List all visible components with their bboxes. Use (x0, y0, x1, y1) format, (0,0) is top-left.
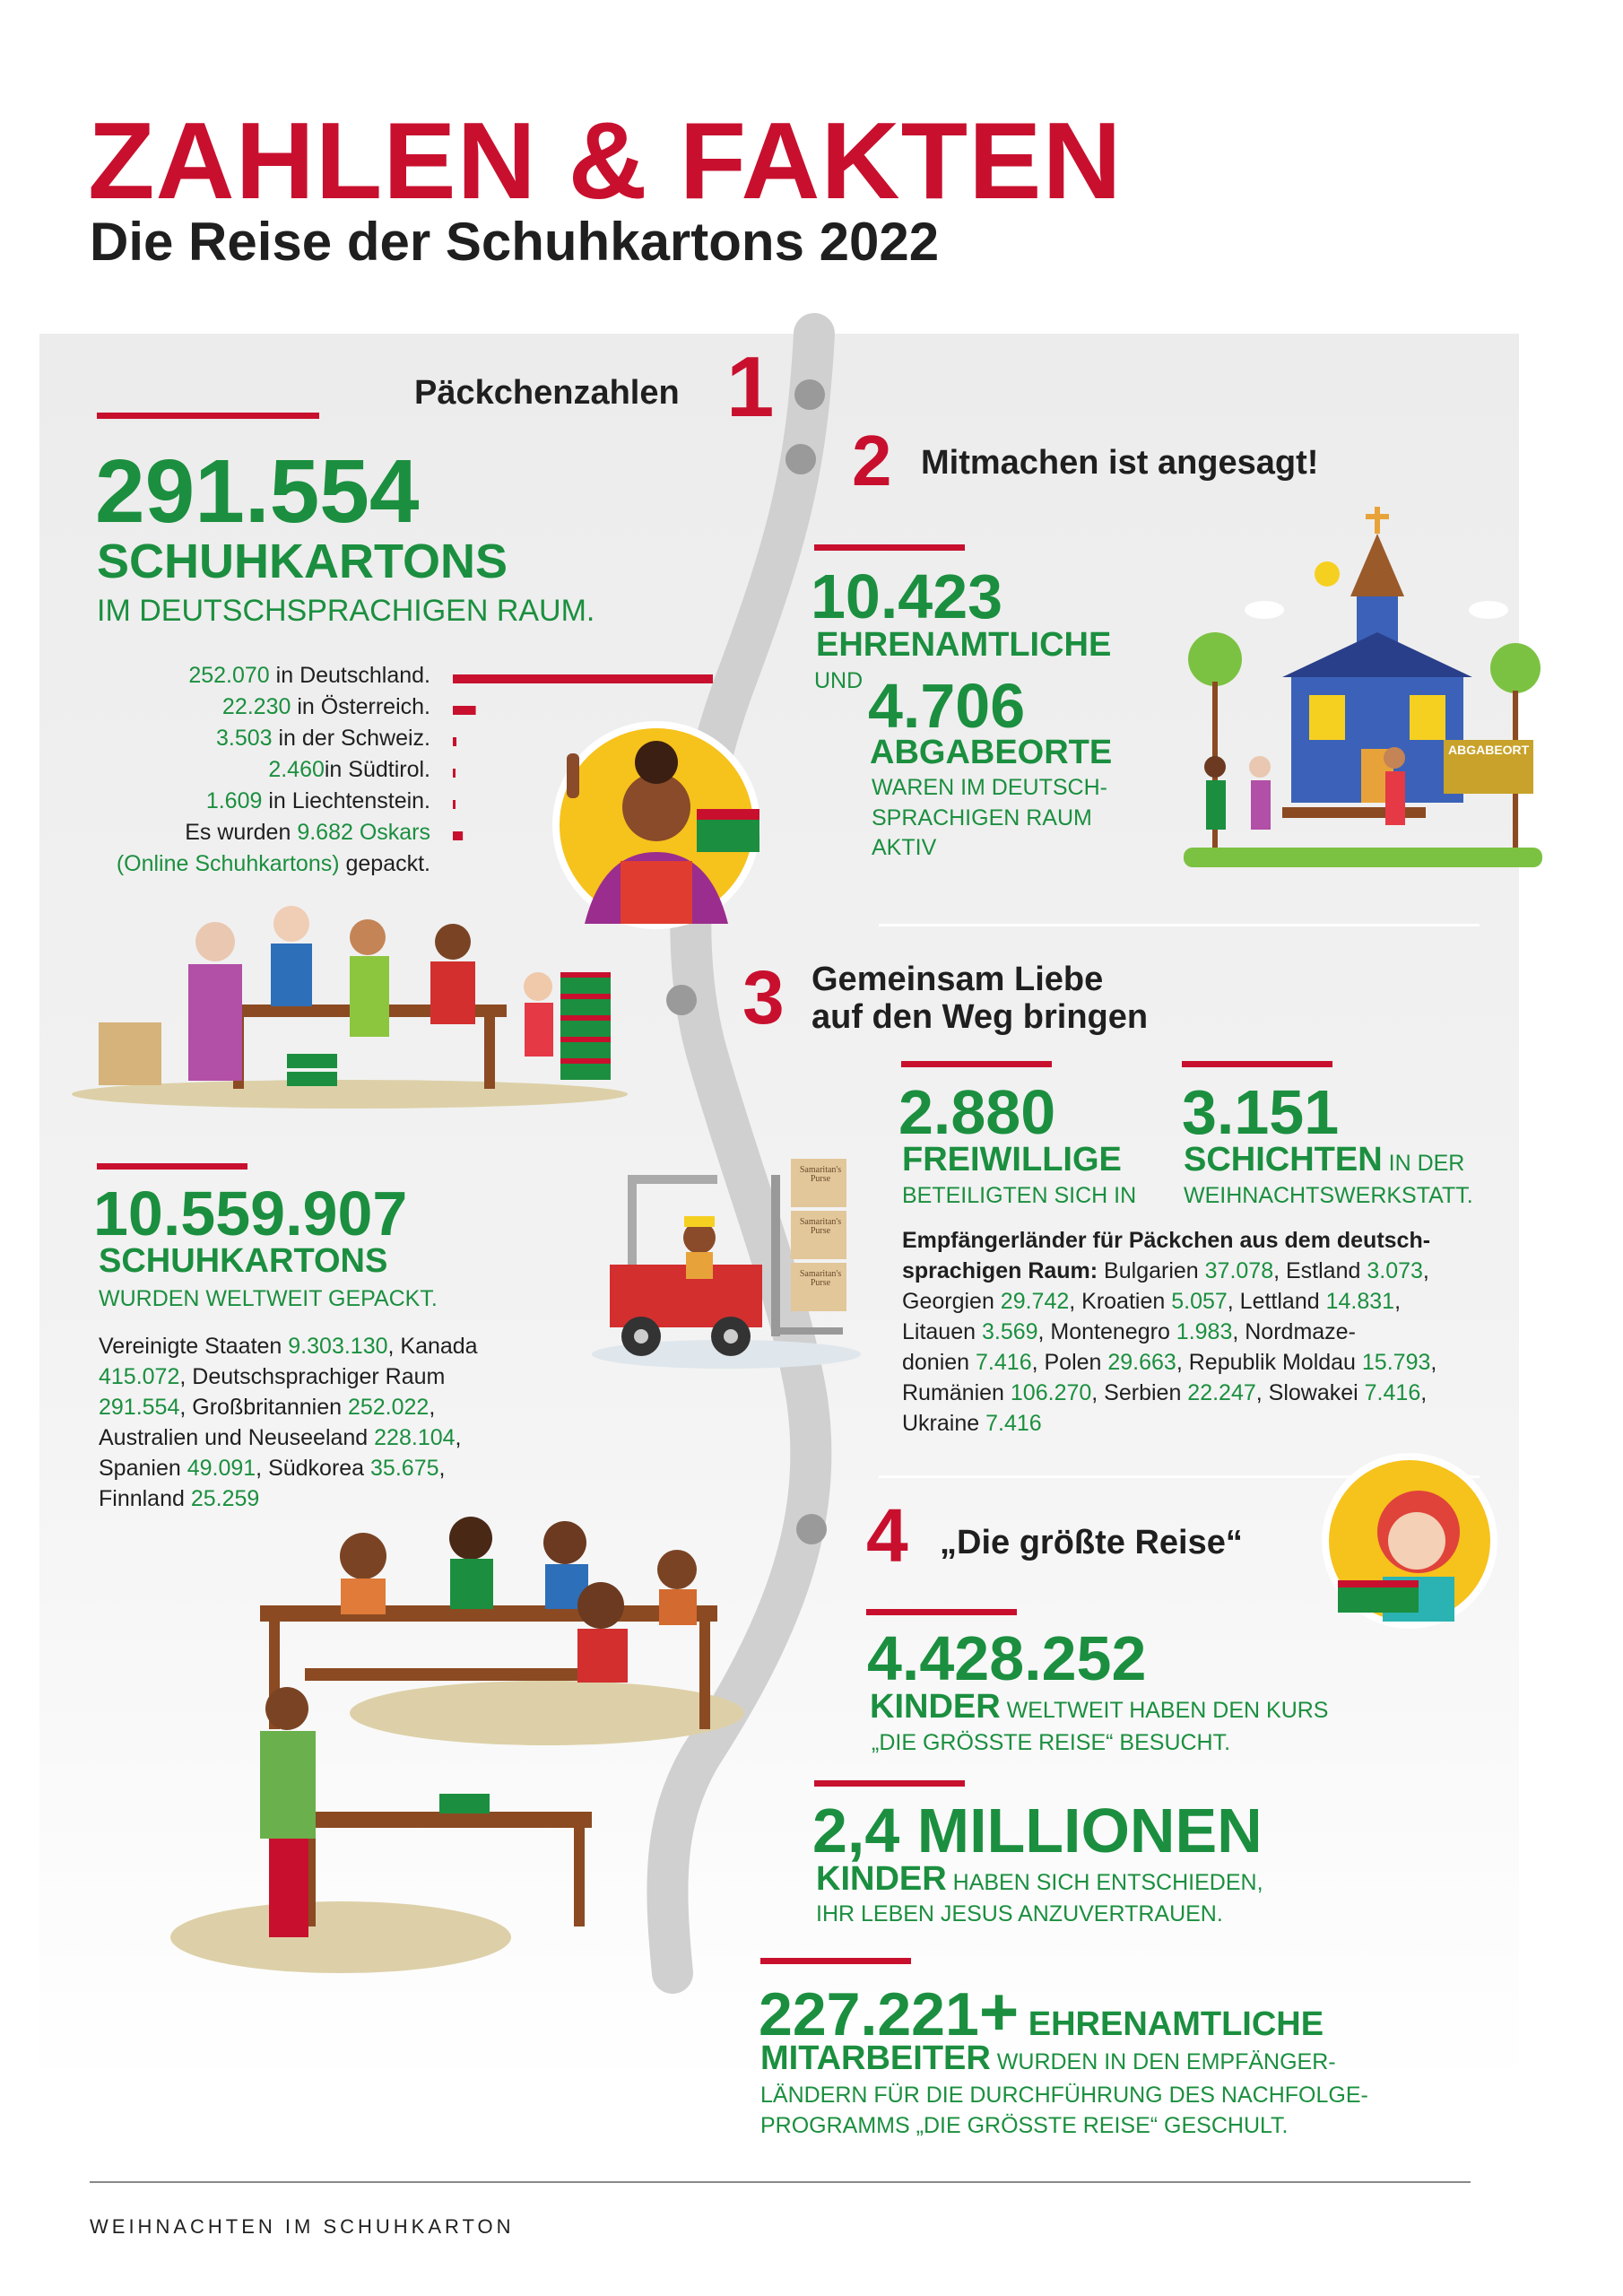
value-number: 252.022 (347, 1395, 430, 1420)
section2-number: 2 (852, 421, 892, 500)
text-segment: , Großbritannien (179, 1395, 348, 1420)
section4-accent-bar-2 (814, 1780, 965, 1787)
text-segment: Bulgarien (1098, 1258, 1205, 1283)
section3-stat2-number: 3.151 (1182, 1077, 1340, 1147)
value-number: 22.247 (1187, 1380, 1256, 1405)
section2-big-number-1: 10.423 (811, 561, 1003, 631)
text-line (902, 1225, 1521, 1256)
section1-number: 1 (726, 339, 775, 435)
value-number: 14.831 (1325, 1289, 1395, 1314)
breakdown-line: 2.460in Südtirol. (268, 757, 430, 782)
breakdown-bar (453, 769, 456, 778)
value-number: 106.270 (1010, 1380, 1092, 1405)
text-segment: , (1430, 1350, 1437, 1375)
text-segment: , Estland (1273, 1258, 1367, 1283)
text-line (99, 1422, 583, 1453)
section2-label-1: EHRENAMTLICHE (816, 626, 1112, 664)
value-number: 7.416 (976, 1350, 1032, 1375)
value-number: 228.104 (374, 1425, 456, 1450)
road-dot (785, 444, 816, 474)
page-subtitle: Die Reise der Schuhkartons 2022 (90, 212, 940, 272)
text-segment: , Südkorea (256, 1456, 371, 1481)
forklift-illustration (592, 1157, 861, 1372)
text-segment: Vereinigte Staaten (99, 1334, 289, 1359)
breakdown-line: (Online Schuhkartons) gepackt. (116, 851, 430, 876)
text-line (902, 1408, 1521, 1439)
value-number: 9.303.130 (288, 1334, 388, 1359)
classroom-illustration (170, 1489, 744, 2009)
text-segment: Georgien (902, 1289, 1001, 1314)
value-number: 3.569 (981, 1319, 1038, 1344)
section2-big-number-2: 4.706 (868, 671, 1026, 741)
text-line (99, 1331, 583, 1361)
value-number: 49.091 (187, 1456, 256, 1481)
breakdown-line: 252.070 in Deutschland. (188, 663, 430, 688)
section2-accent-bar (814, 544, 965, 551)
page-title: ZAHLEN & FAKTEN (88, 100, 1123, 222)
girl-illustration (1320, 1451, 1499, 1631)
section1-label: SCHUHKARTONS (97, 535, 508, 588)
text-line (902, 1317, 1521, 1347)
breakdown-bar (453, 800, 456, 809)
section1-big-number: 291.554 (95, 441, 420, 542)
text-segment: , Republik Moldau (1176, 1350, 1362, 1375)
box-label: Samaritan's Purse (799, 1269, 842, 1288)
value-number: 3.073 (1367, 1258, 1423, 1283)
section1b-accent-bar (97, 1163, 247, 1170)
section1-breakdown (99, 660, 430, 880)
breakdown-line: 1.609 in Liechtenstein. (205, 788, 430, 813)
value-number: 15.793 (1361, 1350, 1431, 1375)
text-segment: , (455, 1425, 462, 1450)
value-number: 37.078 (1204, 1258, 1274, 1283)
breakdown-line: Es wurden 9.682 Oskars (185, 820, 430, 845)
text-segment: , (429, 1395, 436, 1420)
section4-accent-bar-3 (760, 1958, 911, 1964)
value-number: 25.259 (190, 1486, 260, 1511)
section1b-country-list (99, 1331, 583, 1514)
text-segment: , Serbien (1091, 1380, 1188, 1405)
breakdown-bar (453, 674, 713, 683)
text-segment: , Polen (1031, 1350, 1108, 1375)
breakdown-line: 3.503 in der Schweiz. (215, 726, 430, 751)
text-segment: , (1394, 1289, 1402, 1314)
value-number: 5.057 (1171, 1289, 1228, 1314)
text-line (99, 1392, 583, 1422)
section4-accent-bar-1 (866, 1609, 1017, 1615)
value-number: 7.416 (1364, 1380, 1421, 1405)
church-illustration (1175, 498, 1551, 874)
text-segment: , Kroatien (1069, 1289, 1172, 1314)
breakdown-bar (453, 737, 456, 746)
box-label: Samaritan's Purse (799, 1217, 842, 1236)
value-number: 29.663 (1107, 1350, 1176, 1375)
text-segment: , Slowakei (1255, 1380, 1365, 1405)
section1-title: Päckchenzahlen (414, 374, 680, 412)
footer-brand: WEIHNACHTEN IM SCHUHKARTON (90, 2215, 515, 2238)
bold-label: Empfängerländer für Päckchen aus dem deutsch- (902, 1228, 1431, 1253)
section1-accent-bar (97, 413, 319, 419)
text-line (902, 1286, 1521, 1317)
section4-stat3-label: MITARBEITER WURDEN IN DEN EMPFÄNGER- (760, 2039, 1336, 2077)
value-number: 291.554 (99, 1395, 180, 1420)
value-number: 29.742 (1000, 1289, 1070, 1314)
abgabeort-sign-text: ABGABEORT (1448, 743, 1530, 757)
section3-stat1-label: FREIWILLIGE (902, 1141, 1122, 1178)
section4-stat3-sub: LÄNDERN FÜR DIE DURCHFÜHRUNG DES NACHFOLGE- PROGRAMMS „DIE GRÖSSTE REISE“ GESCHULT. (760, 2083, 1368, 2138)
road-dot (666, 985, 697, 1015)
bold-label: sprachigen Raum: (902, 1258, 1098, 1283)
section4-stat2-number: 2,4 MILLIONEN (812, 1796, 1263, 1866)
text-segment: Ukraine (902, 1411, 986, 1436)
footer-divider (90, 2181, 1471, 2183)
breakdown-bar (453, 831, 463, 840)
section3-number: 3 (742, 955, 785, 1039)
section2-und: UND (814, 668, 864, 693)
text-segment: , Lettland (1227, 1289, 1326, 1314)
text-segment: donien (902, 1350, 976, 1375)
text-segment: , (1420, 1380, 1428, 1405)
value-number: 415.072 (99, 1364, 180, 1389)
box-label: Samaritan's Purse (799, 1165, 842, 1184)
text-segment: , (1422, 1258, 1429, 1283)
text-segment: Spanien (99, 1456, 187, 1481)
section4-number: 4 (866, 1493, 908, 1578)
text-line (902, 1256, 1521, 1286)
section1b-big-number: 10.559.907 (93, 1178, 408, 1248)
breakdown-line: 22.230 in Österreich. (221, 694, 430, 719)
text-segment: , Kanada (387, 1334, 478, 1359)
section4-stat1-number: 4.428.252 (867, 1623, 1147, 1693)
text-segment: , Nordmaze- (1232, 1319, 1356, 1344)
section3-accent-bar-2 (1182, 1061, 1332, 1067)
value-number: 7.416 (985, 1411, 1042, 1436)
section1b-label: SCHUHKARTONS (99, 1242, 388, 1280)
text-line (99, 1453, 583, 1483)
section4-stat1-sub: „DIE GRÖSSTE REISE“ BESUCHT. (872, 1730, 1231, 1755)
section3-stat1-sub: BETEILIGTEN SICH IN (902, 1183, 1137, 1208)
section3-stat1-number: 2.880 (898, 1077, 1056, 1147)
section4-title: „Die größte Reise“ (940, 1524, 1243, 1561)
section3-title: Gemeinsam Liebe auf den Weg bringen (812, 961, 1149, 1036)
section2-label-2: ABGABEORTE (870, 734, 1113, 771)
section4-stat1-label: KINDER WELTWEIT HABEN DEN KURS (870, 1688, 1329, 1726)
section4-stat2-label: KINDER HABEN SICH ENTSCHIEDEN, (816, 1860, 1263, 1898)
section-divider (879, 924, 1480, 926)
text-segment: Rumänien (902, 1380, 1011, 1405)
text-segment: Finnland (99, 1486, 191, 1511)
text-segment: Litauen (902, 1319, 982, 1344)
section4-stat2-sub: IHR LEBEN JESUS ANZUVERTRAUEN. (816, 1901, 1223, 1926)
section1b-sublabel: WURDEN WELTWEIT GEPACKT. (99, 1286, 438, 1311)
section4-stat3-number: 227.221+ EHRENAMTLICHE (759, 1974, 1324, 2050)
packing-illustration (72, 888, 628, 1103)
value-number: 35.675 (370, 1456, 439, 1481)
road-dot (794, 379, 825, 410)
section3-recipient-countries (902, 1225, 1521, 1439)
section3-stat2-label: SCHICHTEN IN DER (1184, 1141, 1465, 1178)
breakdown-bar (453, 706, 476, 715)
text-line (902, 1378, 1521, 1408)
text-segment: , Deutschsprachiger Raum (179, 1364, 446, 1389)
text-line (99, 1361, 583, 1392)
value-number: 1.983 (1176, 1319, 1233, 1344)
text-line (902, 1347, 1521, 1378)
text-segment: , (438, 1456, 446, 1481)
section3-accent-bar-1 (901, 1061, 1052, 1067)
text-segment: , Montenegro (1037, 1319, 1176, 1344)
section2-title: Mitmachen ist angesagt! (921, 444, 1319, 482)
section2-sublabel: WAREN IM DEUTSCH- SPRACHIGEN RAUM AKTIV (872, 775, 1107, 860)
road-dot (796, 1514, 827, 1544)
section3-stat2-sub: WEIHNACHTSWERKSTATT. (1184, 1183, 1473, 1208)
section1-sublabel: IM DEUTSCHSPRACHIGEN RAUM. (97, 594, 595, 628)
text-segment: Australien und Neuseeland (99, 1425, 375, 1450)
